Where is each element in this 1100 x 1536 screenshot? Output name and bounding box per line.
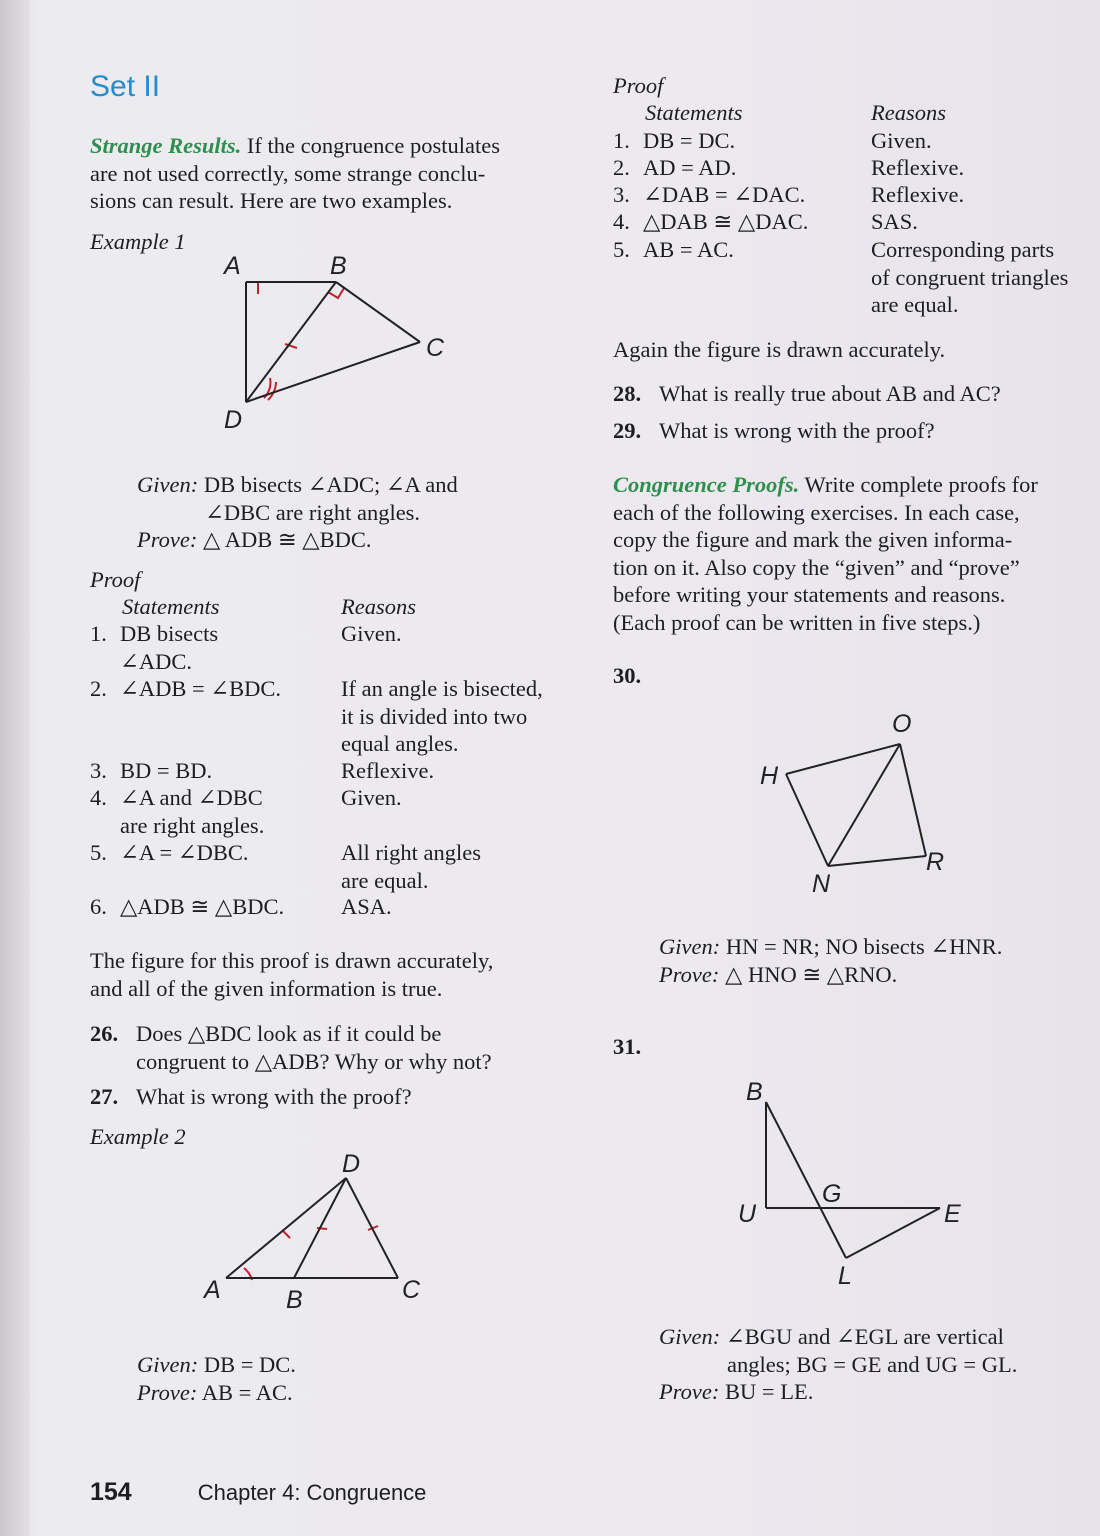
intro-line-2: are not used correctly, some strange conclu- (90, 160, 486, 186)
segment-ad (226, 1178, 346, 1278)
footer (90, 1478, 426, 1507)
question-30-number: 30. (613, 663, 642, 688)
intro-heading: Strange Results. (90, 133, 242, 158)
example1-statements-header: Statements (122, 594, 220, 619)
segment-hn (786, 774, 828, 866)
label-b: B (746, 1078, 763, 1106)
label-b: B (286, 1286, 303, 1314)
question-31-given: Given: ∠BGU and ∠EGL are vertical angles; BG = GE and UG = GL. Prove: BU = LE. (659, 1324, 1018, 1404)
intro-paragraph (90, 132, 570, 215)
chapter-title: Chapter 4: Congruence (197, 1480, 427, 1505)
label-u: U (738, 1200, 757, 1228)
label-g: G (822, 1180, 842, 1208)
question-29: 29. What is wrong with the proof? (613, 418, 935, 443)
segment-no (828, 744, 900, 866)
example1-reasons-header: Reasons (341, 594, 416, 619)
label-n: N (812, 870, 831, 898)
segment-dc (346, 1178, 398, 1278)
label-d: D (342, 1150, 361, 1178)
segment-or (900, 744, 926, 856)
intro-line-3: sions can result. Here are two examples. (90, 188, 453, 213)
label-l: L (838, 1262, 852, 1290)
set-title: Set II (90, 70, 161, 103)
question-26: 26. Does △BDC look as if it could be congruent to △ADB? Why or why not? (90, 1021, 492, 1074)
segment-bc (336, 282, 420, 342)
proofs-paragraph: Congruence Proofs. Write complete proofs for each of the following exercises. In each case, copy the figure and mark the given informa- tion on it. Also copy the “given” and “prove” before writing your statements and reasons. (Each proof can be written in five steps.) (613, 472, 1038, 635)
example2-figure (196, 1146, 436, 1316)
question-28: 28. What is really true about AB and AC? (613, 381, 1001, 406)
example2-note: Again the figure is drawn accurately. (613, 337, 946, 362)
example1-note: The figure for this proof is drawn accurately, and all of the given information is true. (90, 948, 494, 1001)
example2-title: Example 2 (90, 1124, 186, 1149)
label-c: C (426, 334, 445, 362)
example1-figure (200, 248, 470, 438)
example2-statements-header: Statements (645, 100, 743, 125)
segment-bd (246, 282, 336, 402)
intro-line-1: If the congruence postulates (241, 133, 500, 158)
page-number: 154 (90, 1478, 132, 1506)
example1-proof-title: Proof (90, 567, 141, 592)
question-31-figure (730, 1072, 980, 1292)
label-d: D (224, 406, 243, 434)
question-27: 27. What is wrong with the proof? (90, 1084, 412, 1109)
label-o: O (892, 710, 912, 738)
label-h: H (760, 762, 779, 790)
label-e: E (944, 1200, 961, 1228)
question-31-number: 31. (613, 1034, 642, 1059)
label-a: A (224, 252, 241, 280)
segment-db (294, 1178, 346, 1278)
textbook-page: Set II Strange Results. If the congruence postulates are not used correctly, some strange conclu- sions can result. Here are two examples. Example 1 A B C D Given: DB bisects ∠ADC; ∠A and ∠DBC are right angles. Prove: △ ADB ≅ △BDC. Proof Statements Reasons 1. DB bisects ∠ADC. Given. 2. ∠ADB = ∠BDC. If an angle is bisected, it is divided into two equal angles. 3. BD = BD. Reflexive. 4. ∠A and ∠DBC are right angles. Given. 5. ∠A = ∠DBC. All right angles are equal. 6. △ADB ≅ △BDC. ASA. The figure for this proof is drawn accurately, and all of the given information is true. 26. Does △BDC look as if it could be congruent to △ADB? Why or why not? 27. What is wrong with the proof? Example 2 D A B C Given: DB = DC. Prove: AB = AC. 154 Chapter 4: Congruence Proof Statements Reasons 1. DB = DC. Given. 2. AD = AD. Reflexive. 3. ∠DAB = ∠DAC. Reflexive. 4. △DAB ≅ △DAC. SAS. 5. AB = AC. Corresponding parts of congruent triangles are equal. Again the figure is drawn accurately. 28. What is really true about AB and AC? 29. What is wrong with the proof? Congruence Proofs. Write complete proofs for each of the following exercises. In each case, copy the figure and mark the given informa- tion on it. Also copy the “given” and “prove” before writing your statements and reasons. (Each proof can be written in five steps.) 30. H O N R Given: HN = NR; NO bisects ∠HNR. Prove: △ HNO ≅ △RNO. 31. B U G E L Given: ∠BGU and ∠EGL are vertical angles; BG = GE and UG = GL. Prove: BU = LE. (0, 0, 1100, 1536)
label-a: A (204, 1276, 221, 1304)
example1-given: Given: DB bisects ∠ADC; ∠A and ∠DBC are right angles. Prove: △ ADB ≅ △BDC. (137, 472, 458, 552)
example2-reasons-header: Reasons (871, 100, 946, 125)
label-r: R (926, 848, 945, 876)
label-b: B (330, 252, 347, 280)
segment-dc (246, 342, 420, 402)
question-30-figure (750, 702, 970, 902)
label-c: C (402, 1276, 421, 1304)
segment-le (846, 1208, 940, 1258)
example2-given: Given: DB = DC. Prove: AB = AC. (137, 1352, 296, 1405)
segment-ho (786, 744, 900, 774)
right-angle-mark-a (246, 282, 258, 294)
segment-nr (828, 856, 926, 866)
question-30-given: Given: HN = NR; NO bisects ∠HNR. Prove: △ HNO ≅ △RNO. (659, 934, 1003, 987)
example2-proof-title: Proof (613, 73, 664, 98)
example1-title: Example 1 (90, 229, 186, 254)
proofs-heading: Congruence Proofs. (613, 472, 800, 497)
page-binding-edge (0, 0, 30, 1536)
